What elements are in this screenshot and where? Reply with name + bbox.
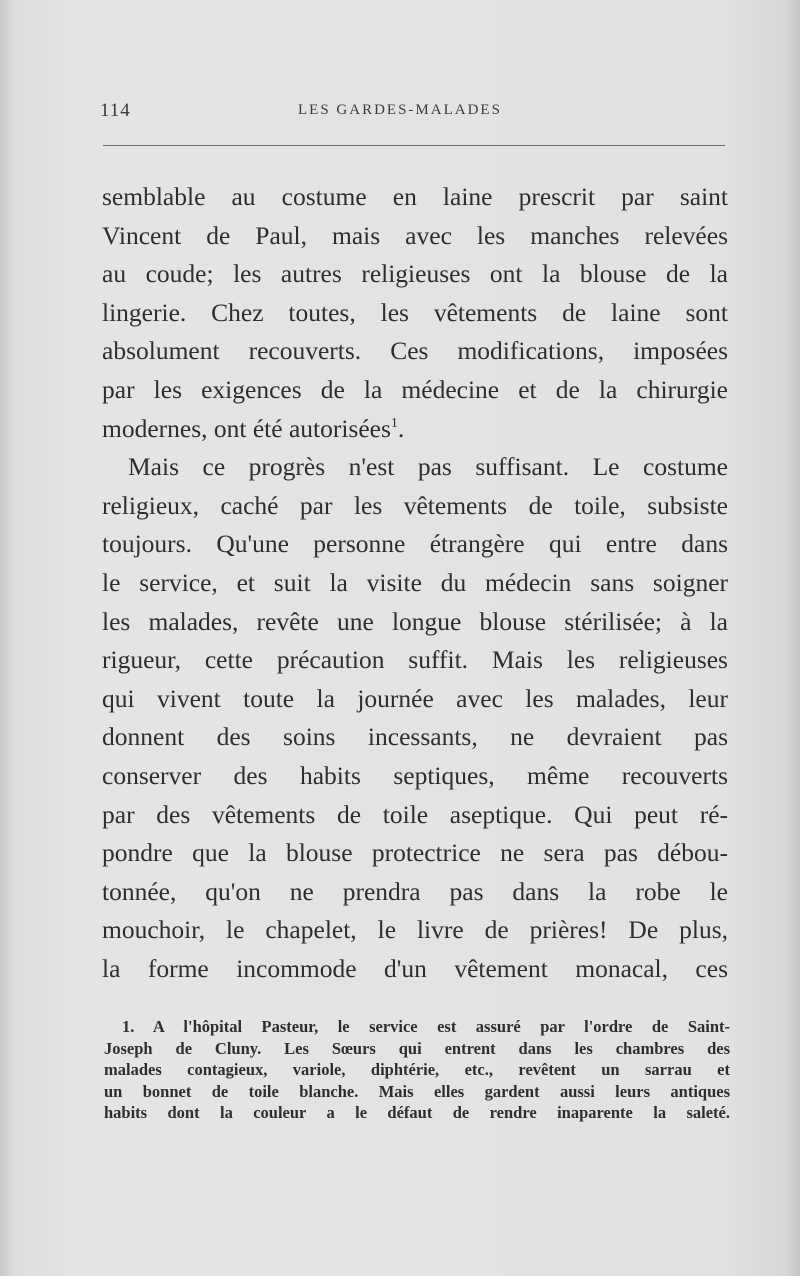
- body-text: [102, 178, 728, 988]
- footnote-line: habits dont la couleur a le défaut de rendre inaparente la saleté.: [104, 1103, 730, 1123]
- page-number: 114: [100, 100, 131, 121]
- header-rule: [103, 145, 725, 146]
- text-line: par des vêtements de toile aseptique. Qui peut ré-: [102, 799, 728, 829]
- text-line: la forme incommode d'un vêtement monacal, ces: [102, 953, 728, 983]
- text-line: au coude; les autres religieuses ont la blouse de la: [102, 259, 728, 289]
- text-line: absolument recouverts. Ces modifications, imposées: [102, 336, 728, 366]
- text-line: par les exigences de la médecine et de la chirurgie: [102, 374, 728, 404]
- text-line: tonnée, qu'on ne prendra pas dans la robe le: [102, 876, 728, 906]
- text-line: toujours. Qu'une personne étrangère qui entre dans: [102, 529, 728, 559]
- footnotes: [104, 1016, 730, 1124]
- text-line: les malades, revête une longue blouse stérilisée; à la: [102, 606, 728, 636]
- text-line: le service, et suit la visite du médecin sans soigner: [102, 567, 728, 597]
- text-line-paragraph-end: [102, 410, 728, 449]
- footnote-line: malades contagieux, variole, diphtérie, etc., revêtent un sarrau et: [104, 1060, 730, 1080]
- footnote-line: Joseph de Cluny. Les Sœurs qui entrent dans les chambres des: [104, 1038, 730, 1058]
- text-line: donnent des soins incessants, ne devraient pas: [102, 722, 728, 752]
- text-line: conserver des habits septiques, même recouverts: [102, 760, 728, 790]
- text-line: qui vivent toute la journée avec les malades, leur: [102, 683, 728, 713]
- text-line: mouchoir, le chapelet, le livre de prières! De plus,: [102, 915, 728, 945]
- running-head: LES GARDES-MALADES: [298, 102, 502, 118]
- text-line: pondre que la blouse protectrice ne sera pas débou-: [102, 838, 728, 868]
- text-line: semblable au costume en laine prescrit par saint: [102, 182, 728, 211]
- text-line: rigueur, cette précaution suffit. Mais les religieuses: [102, 645, 728, 675]
- text-line: lingerie. Chez toutes, les vêtements de laine sont: [102, 297, 728, 327]
- text-line: Vincent de Paul, mais avec les manches relevées: [102, 220, 728, 250]
- text-line-content: modernes, ont été autorisées: [102, 413, 391, 443]
- text-line: religieux, caché par les vêtements de toile, subsiste: [102, 490, 728, 520]
- text-line-paragraph-start: Mais ce progrès n'est pas suffisant. Le costume: [128, 452, 728, 482]
- line-punctuation: .: [397, 413, 405, 443]
- page-header: [100, 100, 728, 124]
- footnote-line: un bonnet de toile blanche. Mais elles gardent aussi leurs antiques: [104, 1081, 730, 1101]
- footnote-line: 1. A l'hôpital Pasteur, le service est assuré par l'ordre de Saint-: [122, 1017, 730, 1036]
- footnote-reference: 1: [390, 415, 398, 431]
